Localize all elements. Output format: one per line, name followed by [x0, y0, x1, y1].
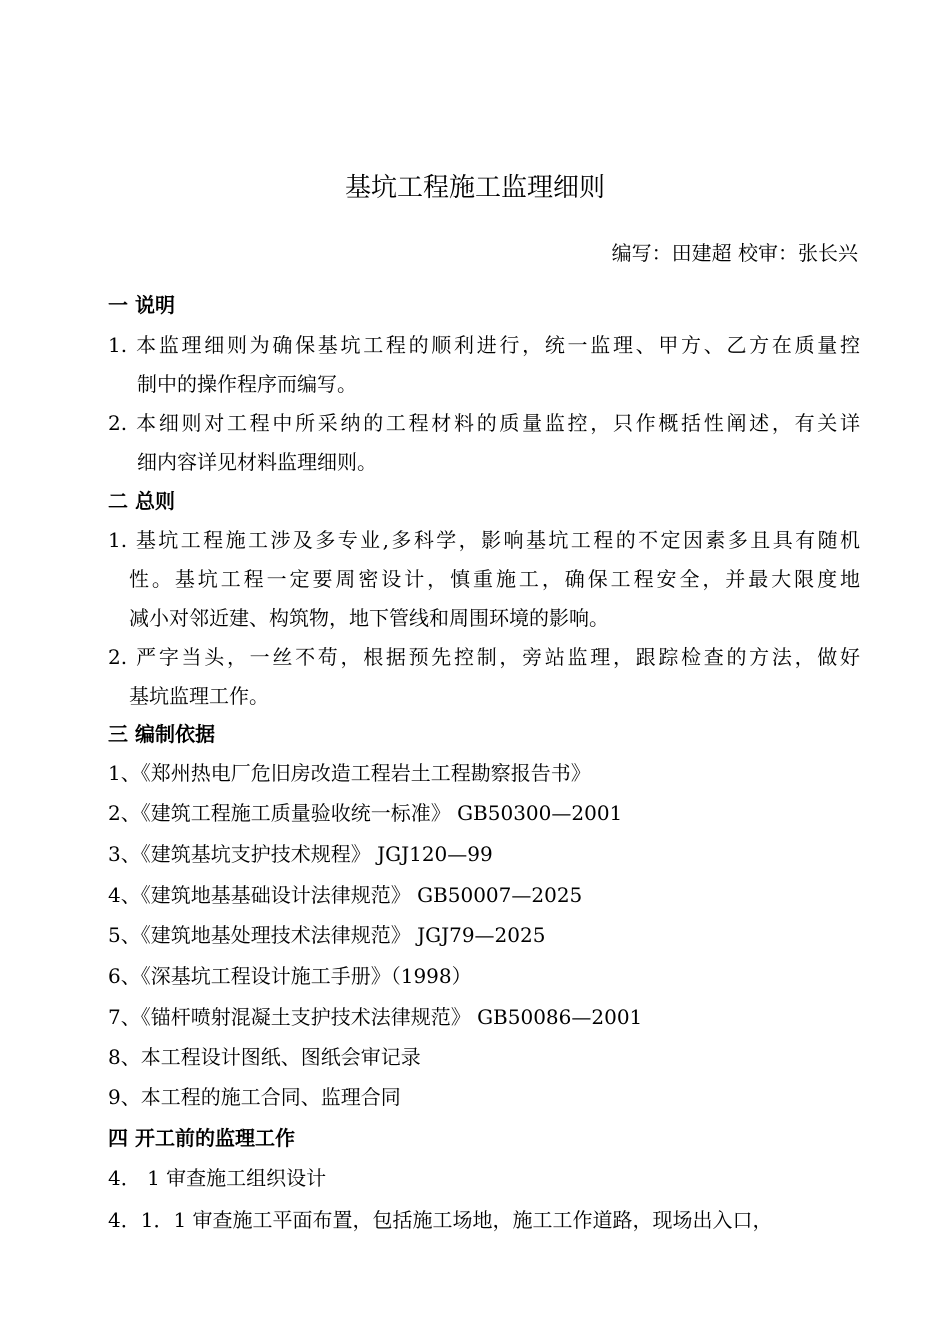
reference-item: 3、《建筑基坑支护技术规程》 JGJ120—99	[108, 842, 493, 866]
section-heading-3: 三 编制依据	[108, 722, 215, 746]
document-title: 基坑工程施工监理细则	[344, 173, 605, 203]
reference-item: 4、《建筑地基基础设计法律规范》 GB50007—2025	[108, 883, 583, 907]
paragraph-line: 性。基坑工程一定要周密设计，慎重施工，确保工程安全，并最大限度地	[129, 567, 860, 591]
reference-item: 8、本工程设计图纸、图纸会审记录	[108, 1045, 421, 1069]
reference-item: 7、《锚杆喷射混凝土支护技术法律规范》 GB50086—2001	[108, 1005, 643, 1029]
paragraph-line: 4．1．1 审查施工平面布置，包括施工场地，施工工作道路，现场出入口，	[108, 1208, 773, 1232]
author-line: 编写：田建超 校审：张长兴	[611, 241, 858, 265]
paragraph-line: 基坑监理工作。	[129, 684, 269, 708]
paragraph-line: 1. 基坑工程施工涉及多专业,多科学，影响基坑工程的不定因素多且具有随机	[108, 528, 860, 552]
paragraph-line: 1. 本监理细则为确保基坑工程的顺利进行，统一监理、甲方、乙方在质量控	[108, 333, 860, 357]
reference-item: 9、本工程的施工合同、监理合同	[108, 1085, 401, 1109]
reference-item: 6、《深基坑工程设计施工手册》（1998）	[108, 964, 472, 988]
paragraph-line: 减小对邻近建、构筑物，地下管线和周围环境的影响。	[129, 606, 609, 630]
paragraph-line: 2. 本细则对工程中所采纳的工程材料的质量监控，只作概括性阐述，有关详	[108, 411, 860, 435]
paragraph-line: 细内容详见材料监理细则。	[137, 450, 377, 474]
paragraph-line: 2. 严字当头，一丝不苟，根据预先控制，旁站监理，跟踪检查的方法，做好	[108, 645, 860, 669]
section-heading-2: 二 总则	[108, 489, 175, 513]
reference-item: 1、《郑州热电厂危旧房改造工程岩土工程勘察报告书》	[108, 761, 591, 785]
subsection-heading: 4． 1 审查施工组织设计	[108, 1166, 327, 1190]
paragraph-line: 制中的操作程序而编写。	[137, 372, 357, 396]
section-heading-1: 一 说明	[108, 293, 175, 317]
reference-item: 5、《建筑地基处理技术法律规范》 JGJ79—2025	[108, 923, 546, 947]
section-heading-4: 四 开工前的监理工作	[108, 1126, 295, 1150]
reference-item: 2、《建筑工程施工质量验收统一标准》 GB50300—2001	[108, 801, 623, 825]
